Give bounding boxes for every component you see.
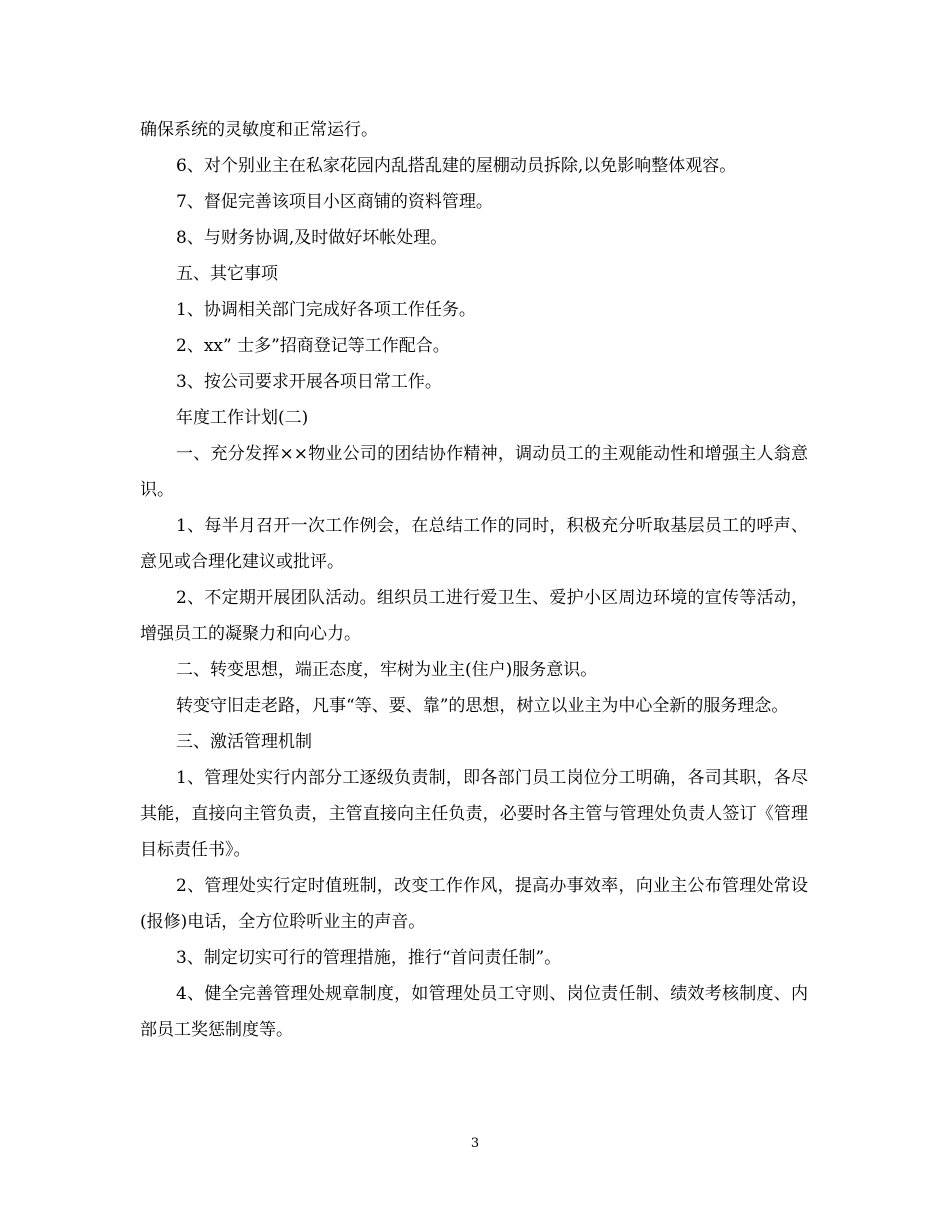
paragraph: 1、每半月召开一次工作例会，在总结工作的同时，积极充分听取基层员工的呼声、意见或合理化建议或批评。 [140,516,808,572]
paragraph: 8、与财务协调,及时做好坏帐处理。 [176,228,448,248]
paragraph: 4、健全完善管理处规章制度，如管理处员工守则、岗位责任制、绩效考核制度、内部员工奖惩制度等。 [140,984,808,1040]
section-heading: 三、激活管理机制 [176,732,312,752]
section-heading: 一、充分发挥××物业公司的团结协作精神，调动员工的主观能动性和增强主人翁意识。 [140,444,808,500]
section-heading: 二、转变思想，端正态度，牢树为业主(住户)服务意识。 [176,660,598,680]
paragraph: 2、管理处实行定时值班制，改变工作作风，提高办事效率，向业主公布管理处常设(报修)电话，全方位聆听业主的声音。 [140,876,808,932]
paragraph: 1、协调相关部门完成好各项工作任务。 [176,300,476,320]
page-number: 3 [470,1136,480,1151]
document-body [140,112,808,1048]
paragraph: 2、不定期开展团队活动。组织员工进行爱卫生、爱护小区周边环境的宣传等活动，增强员工的凝聚力和向心力。 [140,588,808,644]
paragraph: 6、对个别业主在私家花园内乱搭乱建的屋棚动员拆除,以免影响整体观容。 [176,156,737,176]
paragraph: 2、xx” 士多”招商登记等工作配合。 [176,336,450,356]
paragraph: 1、管理处实行内部分工逐级负责制，即各部门员工岗位分工明确，各司其职，各尽其能，直接向主管负责，主管直接向主任负责，必要时各主管与管理处负责人签订《管理目标责任书》。 [140,768,808,860]
paragraph: 3、按公司要求开展各项日常工作。 [176,372,442,392]
paragraph: 确保系统的灵敏度和正常运行。 [140,120,378,140]
paragraph: 3、制定切实可行的管理措施，推行“首问责任制”。 [176,948,562,968]
section-heading: 年度工作计划(二) [176,408,309,428]
section-heading: 五、其它事项 [176,264,278,284]
paragraph: 7、督促完善该项目小区商铺的资料管理。 [176,192,493,212]
paragraph: 转变守旧走老路，凡事“等、要、靠”的思想，树立以业主为中心全新的服务理念。 [176,696,789,716]
